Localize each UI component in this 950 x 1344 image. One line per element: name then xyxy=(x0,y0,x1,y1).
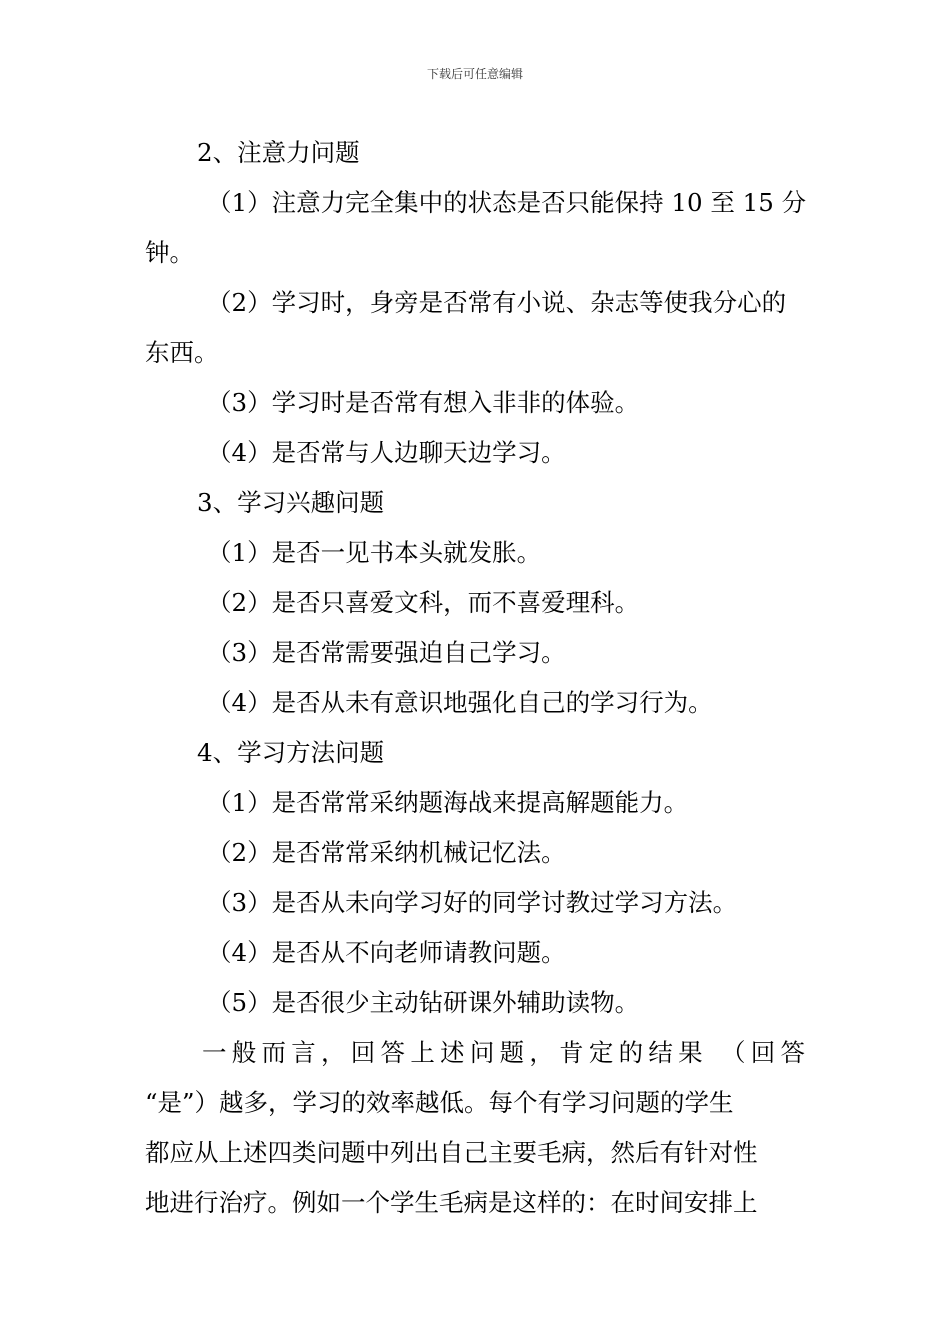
list-item: （1）是否一见书本头就发胀。 xyxy=(207,538,542,567)
list-item: （3）学习时是否常有想入非非的体验。 xyxy=(207,388,640,417)
list-item: （2）学习时，身旁是否常有小说、杂志等使我分心的 xyxy=(207,288,787,317)
list-item: （1）注意力完全集中的状态是否只能保持 10 至 15 分 xyxy=(207,188,807,217)
list-item: （2）是否常常采纳机械记忆法。 xyxy=(207,838,566,867)
section-heading-interest: 3、学习兴趣问题 xyxy=(197,488,385,517)
list-item-continuation: 钟。 xyxy=(145,238,194,267)
section-heading-method: 4、学习方法问题 xyxy=(197,738,385,767)
document-body xyxy=(145,128,805,1228)
section-heading-attention: 2、注意力问题 xyxy=(197,138,360,167)
list-item: （2）是否只喜爱文科，而不喜爱理科。 xyxy=(207,588,640,617)
conclusion-paragraph-line: “是”）越多，学习的效率越低。每个有学习问题的学生 xyxy=(145,1088,734,1117)
list-item: （3）是否常需要强迫自己学习。 xyxy=(207,638,566,667)
header-note: 下载后可任意编辑 xyxy=(426,67,523,81)
list-item: （4）是否常与人边聊天边学习。 xyxy=(207,438,566,467)
list-item: （1）是否常常采纳题海战来提高解题能力。 xyxy=(207,788,689,817)
list-item: （5）是否很少主动钻研课外辅助读物。 xyxy=(207,988,640,1017)
conclusion-paragraph-line: 一般而言，回答上述问题，肯定的结果 （回答 xyxy=(202,1038,805,1067)
list-item: （4）是否从未有意识地强化自己的学习行为。 xyxy=(207,688,713,717)
list-item: （4）是否从不向老师请教问题。 xyxy=(207,938,566,967)
list-item: （3）是否从未向学习好的同学讨教过学习方法。 xyxy=(207,888,738,917)
conclusion-paragraph-line: 地进行治疗。例如一个学生毛病是这样的：在时间安排上 xyxy=(145,1188,758,1217)
list-item-continuation: 东西。 xyxy=(145,338,219,367)
conclusion-paragraph-line: 都应从上述四类问题中列出自己主要毛病，然后有针对性 xyxy=(145,1138,758,1167)
